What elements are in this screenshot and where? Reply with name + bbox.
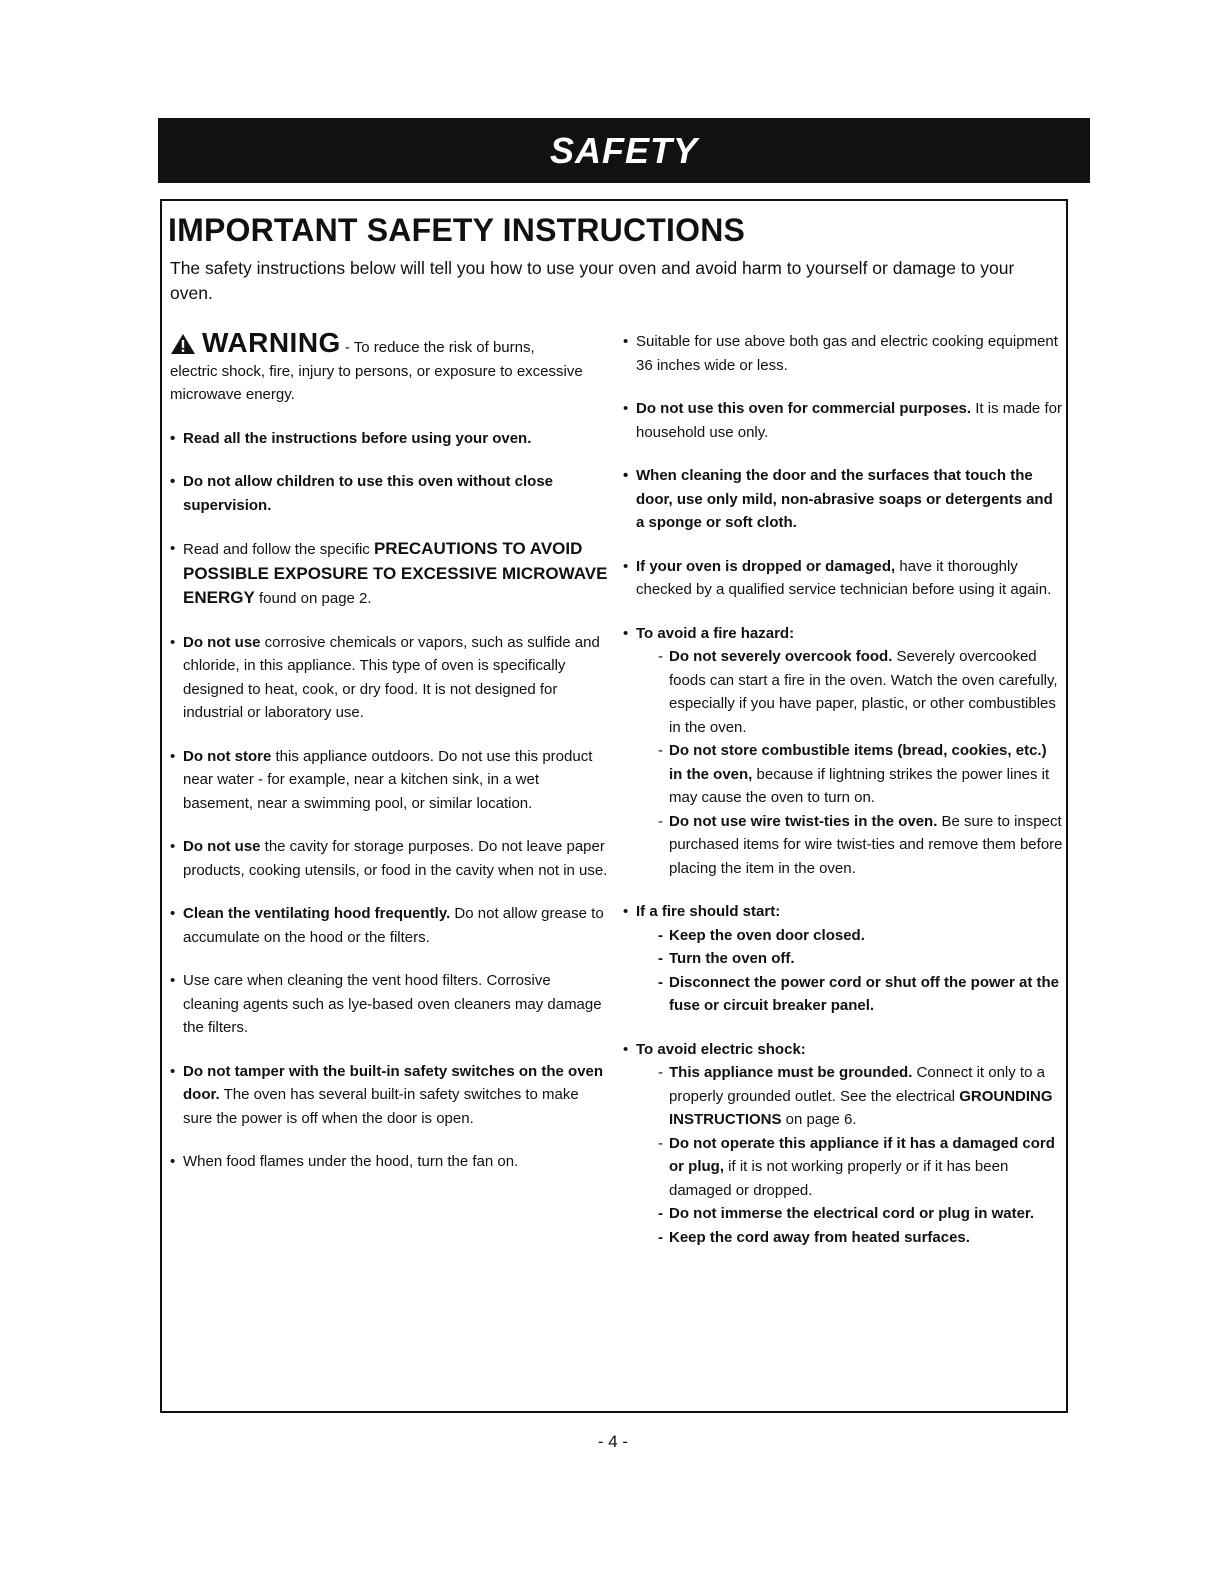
right-column — [623, 330, 1063, 1269]
list-item: • Use care when cleaning the vent hood filters. Corrosive cleaning agents such as lye-based oven cleaners may damage the filters. — [170, 969, 610, 1040]
list-item: • Do not store this appliance outdoors. Do not use this product near water - for example, near a kitchen sink, in a wet basement, near a swimming pool, or similar location. — [170, 745, 610, 816]
list-item: • Do not use the cavity for storage purposes. Do not leave paper products, cooking utensils, or food in the cavity when not in use. — [170, 835, 610, 882]
page-title: IMPORTANT SAFETY INSTRUCTIONS — [168, 212, 746, 248]
sub-item: - Turn the oven off. — [658, 950, 795, 967]
list-item: • Clean the ventilating hood frequently. Do not allow grease to accumulate on the hood or the filters. — [170, 902, 610, 949]
list-item: • If your oven is dropped or damaged, have it thoroughly checked by a qualified service technician before using it again. — [623, 555, 1063, 602]
sub-item: - Do not operate this appliance if it has a damaged cord or plug, if it is not working properly or if it has been damaged or dropped. — [658, 1134, 1055, 1199]
sub-item: - Keep the cord away from heated surfaces. — [658, 1228, 970, 1246]
list-item: • Do not tamper with the built-in safety switches on the oven door. The oven has several built-in safety switches to make sure the power is off when the door is open. — [170, 1060, 610, 1131]
sub-item: - This appliance must be grounded. Connect it only to a properly grounded outlet. See the electrical GROUNDING INSTRUCTIONS on page 6. — [658, 1064, 1053, 1128]
sub-item: - Do not immerse the electrical cord or plug in water. — [658, 1205, 1035, 1222]
section-banner — [158, 118, 1090, 183]
warning-label: WARNING — [202, 327, 341, 358]
list-item: • Read all the instructions before using your oven. — [170, 427, 610, 451]
intro-text: The safety instructions below will tell you how to use your oven and avoid harm to yourself or damage to your oven. — [170, 258, 1015, 303]
warning-block — [170, 327, 610, 407]
warning-lead: - To reduce the risk of burns, — [344, 339, 535, 356]
sub-item: - Disconnect the power cord or shut off the power at the fuse or circuit breaker panel. — [658, 973, 1060, 1014]
left-column — [170, 327, 610, 1194]
sub-item: - Do not use wire twist-ties in the oven. Be sure to inspect purchased items for wire twist-ties and remove them before placing the item in the oven. — [658, 812, 1063, 877]
list-item: • When food flames under the hood, turn the fan on. — [170, 1150, 610, 1174]
list-item: • Do not use this oven for commercial purposes. It is made for household use only. — [623, 397, 1063, 444]
list-item: • Read and follow the specific PRECAUTIONS TO AVOID POSSIBLE EXPOSURE TO EXCESSIVE MICROWAVE ENERGY found on page 2. — [170, 537, 610, 611]
list-item: • Do not use corrosive chemicals or vapors, such as sulfide and chloride, in this appliance. This type of oven is specifically designed to heat, cook, or dry food. It is not designed for industrial or laboratory use. — [170, 631, 610, 725]
list-item: • When cleaning the door and the surfaces that touch the door, use only mild, non-abrasive soaps or detergents and a sponge or soft cloth. — [623, 464, 1063, 535]
list-item: • Suitable for use above both gas and electric cooking equipment 36 inches wide or less. — [623, 330, 1063, 377]
warning-triangle-icon — [170, 333, 196, 355]
banner-title: SAFETY — [549, 129, 698, 171]
sub-item: - Do not store combustible items (bread, cookies, etc.) in the oven, because if lightning strikes the power lines it may cause the oven to turn on. — [658, 742, 1050, 806]
warning-text: electric shock, fire, injury to persons, or exposure to excessive microwave energy. — [170, 362, 583, 403]
page-number: - 4 - — [597, 1432, 629, 1451]
sub-item: - Keep the oven door closed. — [658, 926, 865, 944]
list-item-fire-start: • If a fire should start: - Keep the oven door closed. - Turn the oven off. - Disconnect the power cord or shut off the power at the fuse or circuit breaker panel. — [623, 900, 1063, 1018]
sub-item: - Do not severely overcook food. Severely overcooked foods can start a fire in the oven. Watch the oven carefully, especially if you have paper, plastic, or other combustibles in the oven. — [658, 648, 1058, 736]
list-item-electric-shock: • To avoid electric shock: - This appliance must be grounded. Connect it only to a properly grounded outlet. See the electrical GROUNDING INSTRUCTIONS on page 6. - Do not operate this appliance if it has a damaged cord or plug, if it is not working properly or if it has been damaged or dropped. - Do not immerse the electrical cord or plug in water. - Keep the cord away from heated surfaces. — [623, 1038, 1063, 1250]
list-item-fire-hazard: • To avoid a fire hazard: - Do not severely overcook food. Severely overcooked foods can start a fire in the oven. Watch the oven carefully, especially if you have paper, plastic, or other combustibles in the oven. - Do not store combustible items (bread, cookies, etc.) in the oven, because if lightning strikes the power lines it may cause the oven to turn on. - Do not use wire twist-ties in the oven. Be sure to inspect purchased items for wire twist-ties and remove them before placing the item in the oven. — [623, 622, 1063, 881]
list-item: • Do not allow children to use this oven without close supervision. — [170, 470, 610, 517]
